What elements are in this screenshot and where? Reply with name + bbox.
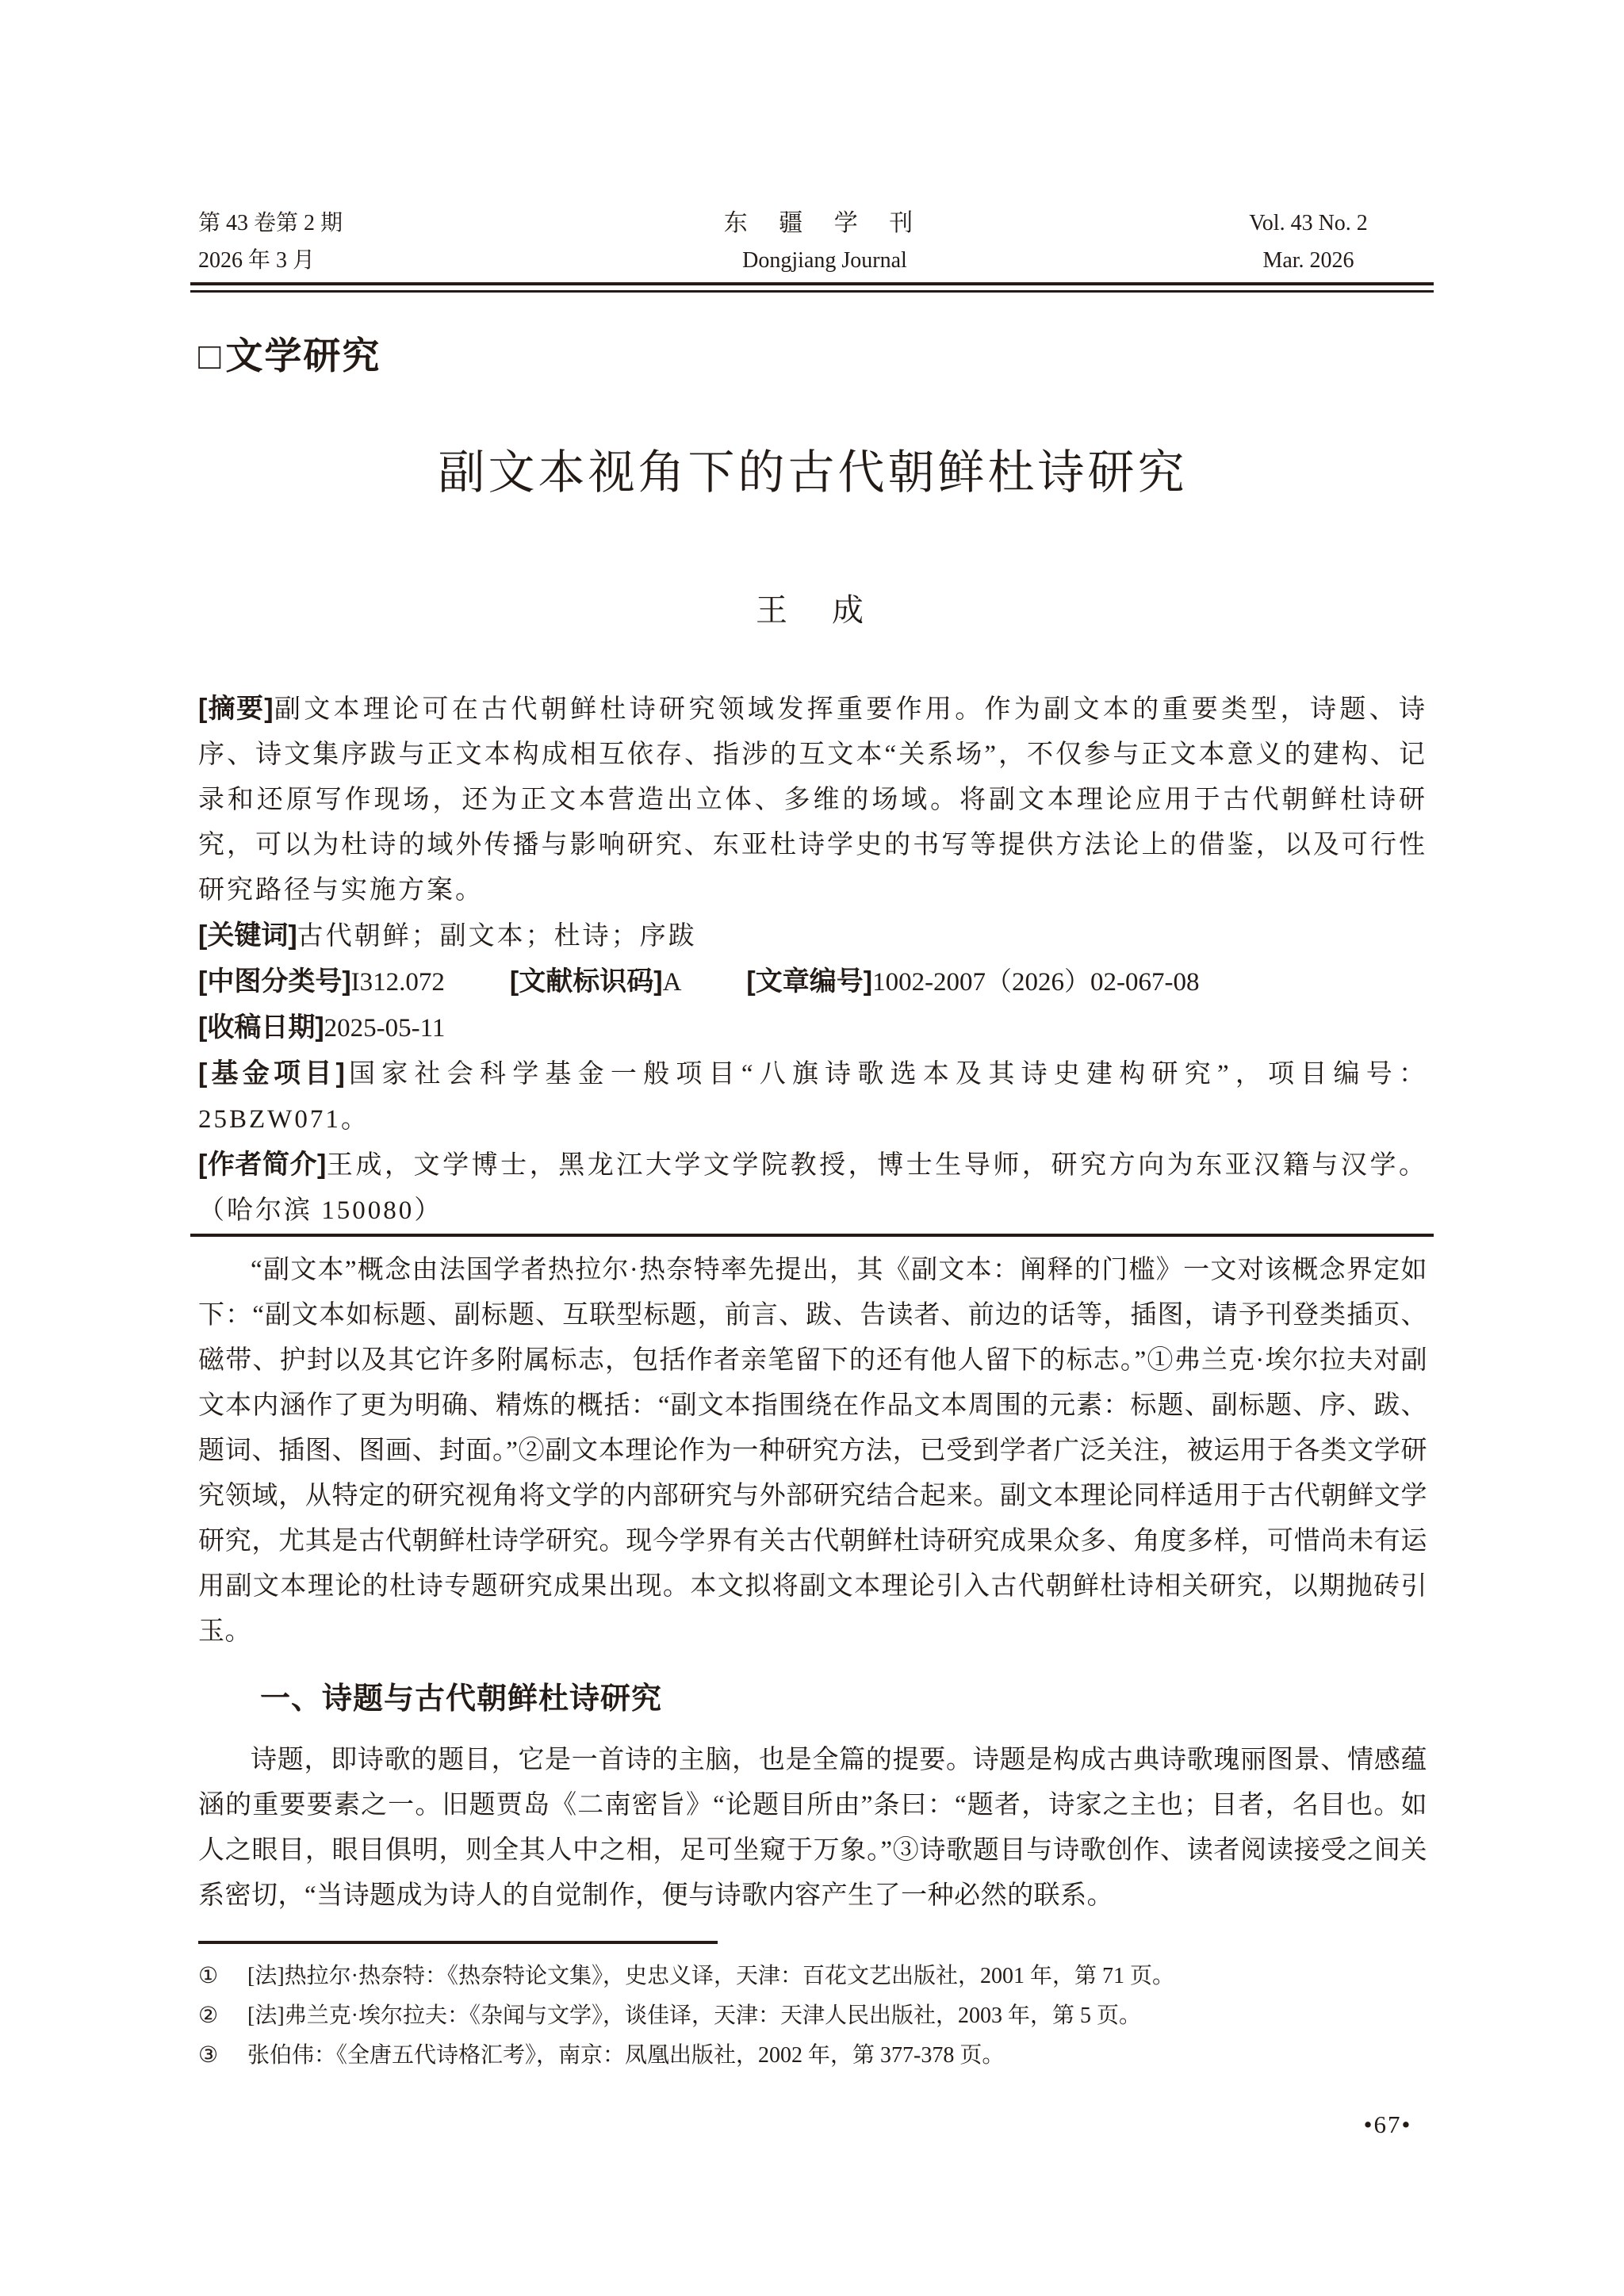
front-matter: [198, 687, 1427, 1234]
volume-issue-cn: 第 43 卷第 2 期: [198, 211, 343, 235]
header-double-rule: [190, 282, 1434, 293]
footnote-item: [198, 1957, 1427, 1996]
doc-code-pair: [510, 959, 682, 1005]
classification-line: [198, 959, 1427, 1005]
section-label-text: 文学研究: [225, 335, 381, 377]
received-label: [收稿日期]: [198, 1012, 324, 1043]
fund-label: [基金项目]: [198, 1058, 345, 1089]
abstract-paragraph: [198, 687, 1427, 913]
column-section-label: [198, 327, 381, 380]
article-body: [198, 1248, 1427, 1919]
footnote-2-text: [法]弗兰克·埃尔拉夫：《杂闻与文学》，谈佳译，天津：天津人民出版社，2003 年，第 5 页。: [247, 2003, 1141, 2028]
section-square-icon: □: [198, 335, 223, 377]
footnote-1-text: [法]热拉尔·热奈特：《热奈特论文集》，史忠义译，天津：百花文艺出版社，2001 年，第 71 页。: [247, 1964, 1174, 1988]
journal-name-en: Dongjiang Journal: [742, 248, 907, 273]
keywords-text: 古代朝鲜；副文本；杜诗；序跋: [297, 922, 697, 951]
footnotes: [198, 1957, 1427, 2076]
footnote-item: [198, 1996, 1427, 2036]
date-en: Mar. 2026: [1262, 248, 1354, 273]
page-number: •67•: [1363, 2110, 1412, 2138]
footnote-2-marker: ②: [198, 2003, 219, 2028]
clc-label: [中图分类号]: [198, 966, 351, 997]
author-bio-text: 王成，文学博士，黑龙江大学文学院教授，博士生导师，研究方向为东亚汉籍与汉学。（哈尔滨 150080）: [198, 1151, 1427, 1225]
abstract-text: 副文本理论可在古代朝鲜杜诗研究领域发挥重要作用。作为副文本的重要类型，诗题、诗序、诗文集序跋与正文本构成相互依存、指涉的互文本“关系场”，不仅参与正文本意义的建构、记录和还原写作现场，还为正文本营造出立体、多维的场域。将副文本理论应用于古代朝鲜杜诗研究，可以为杜诗的域外传播与影响研究、东亚杜诗学史的书写等提供方法论上的借鉴，以及可行性研究路径与实施方案。: [198, 695, 1427, 905]
doc-code-label: [文献标识码]: [509, 966, 663, 997]
fund-text: 国家社会科学基金一般项目“八旗诗歌选本及其诗史建构研究”，项目编号：25BZW071。: [198, 1060, 1427, 1134]
received-value: 2025-05-11: [324, 1014, 446, 1043]
fund-line: [198, 1051, 1427, 1142]
date-cn: 2026 年 3 月: [198, 248, 316, 273]
footnote-3-text: 张伯伟：《全唐五代诗格汇考》，南京：凤凰出版社，2002 年，第 377-378 页。: [247, 2043, 1005, 2068]
footnote-1-marker: ①: [198, 1964, 219, 1988]
footnote-3-marker: ③: [198, 2043, 219, 2068]
article-no-label: [文章编号]: [746, 966, 873, 997]
front-matter-divider-rule: [190, 1234, 1434, 1237]
article-no-pair: [746, 959, 1199, 1005]
section-1-heading: 一、诗题与古代朝鲜杜诗研究: [260, 1682, 663, 1716]
keywords-line: [198, 913, 1427, 959]
footnote-separator-rule: [198, 1941, 718, 1944]
body-paragraph-2: 诗题，即诗歌的题目，它是一首诗的主脑，也是全篇的提要。诗题是构成古典诗歌瑰丽图景、情感蕴涵的重要要素之一。旧题贾岛《二南密旨》“论题目所由”条曰：“题者，诗家之主也；目者，名目也。如人之眼目，眼目俱明，则全其人中之相，足可坐窥于万象。”③诗歌题目与诗歌创作、读者阅读接受之间关系密切，“当诗题成为诗人的自觉制作，便与诗歌内容产生了一种必然的联系。: [198, 1746, 1427, 1910]
received-line: [198, 1005, 1427, 1051]
running-head-center: [460, 205, 1189, 279]
footnote-item: [198, 2036, 1427, 2076]
body-paragraph-1: “副文本”概念由法国学者热拉尔·热奈特率先提出，其《副文本：阐释的门槛》一文对该概念界定如下：“副文本如标题、副标题、互联型标题，前言、跋、告读者、前边的话等，插图，请予刊登类插页、磁带、护封以及其它许多附属标志，包括作者亲笔留下的还有他人留下的标志。”①弗兰克·埃尔拉夫对副文本内涵作了更为明确、精炼的概括：“副文本指围绕在作品文本周围的元素：标题、副标题、序、跋、题词、插图、图画、封面。”②副文本理论作为一种研究方法，已受到学者广泛关注，被运用于各类文学研究领域，从特定的研究视角将文学的内部研究与外部研究结合起来。副文本理论同样适用于古代朝鲜文学研究，尤其是古代朝鲜杜诗学研究。现今学界有关古代朝鲜杜诗研究成果众多、角度多样，可惜尚未有运用副文本理论的杜诗专题研究成果出现。本文拟将副文本理论引入古代朝鲜杜诗相关研究，以期抛砖引玉。: [198, 1256, 1427, 1646]
running-head: [198, 205, 1427, 279]
volume-issue-en: Vol. 43 No. 2: [1249, 211, 1368, 235]
author-bio-label: [作者简介]: [198, 1150, 327, 1180]
running-head-left: [198, 205, 460, 279]
article-title: 副文本视角下的古代朝鲜杜诗研究: [438, 446, 1188, 499]
clc-value: I312.072: [350, 968, 445, 997]
doc-code-value: A: [662, 968, 682, 997]
article-no-value: 1002-2007（2026）02-067-08: [872, 968, 1200, 997]
abstract-label: [摘要]: [198, 694, 274, 724]
journal-name-cn: 东 疆 学 刊: [723, 210, 926, 236]
keywords-label: [关键词]: [198, 920, 297, 951]
author-bio-line: [198, 1142, 1427, 1234]
article-author: 王 成: [756, 592, 870, 628]
running-head-right: [1189, 205, 1427, 279]
clc-pair: [198, 959, 445, 1005]
